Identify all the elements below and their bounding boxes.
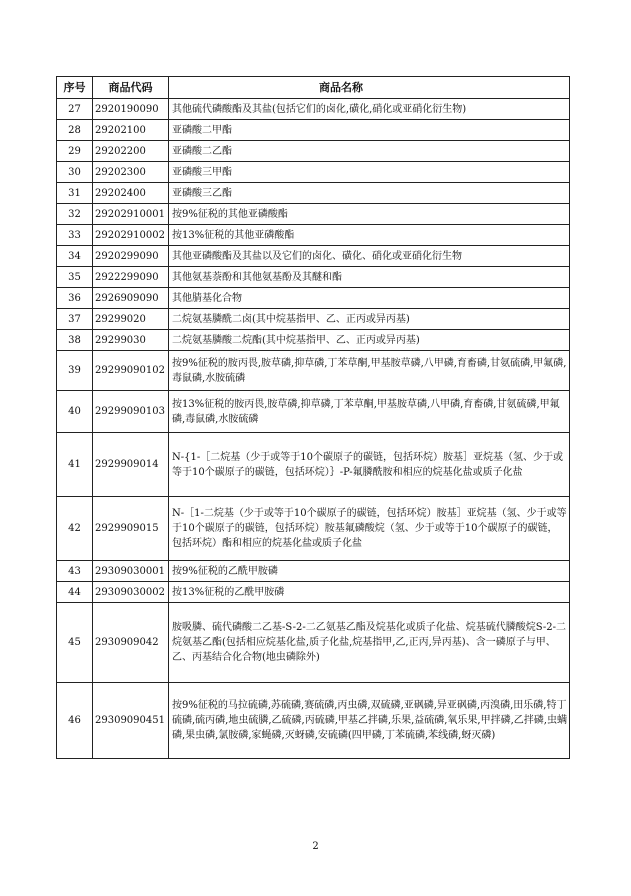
table-row <box>57 120 570 141</box>
cell-code: 29202200 <box>93 141 169 162</box>
cell-name: 亚磷酸二甲酯 <box>169 120 570 141</box>
cell-seq: 34 <box>57 246 93 267</box>
cell-name: 亚磷酸三甲酯 <box>169 162 570 183</box>
cell-code: 29309030001 <box>93 561 169 582</box>
cell-code: 2929909014 <box>93 433 169 497</box>
cell-name: 按13%征税的胺丙畏,胺草磷,抑草磷,丁苯草酮,甲基胺草磷,八甲磷,育畜磷,甘氨硫磷,甲氟磷,毒鼠磷,水胺硫磷 <box>169 391 570 433</box>
table-row <box>57 288 570 309</box>
table-row <box>57 309 570 330</box>
table-row <box>57 162 570 183</box>
cell-code: 29309090451 <box>93 683 169 759</box>
table-row <box>57 683 570 759</box>
cell-code: 29202910001 <box>93 204 169 225</box>
cell-seq: 45 <box>57 603 93 683</box>
cell-seq: 44 <box>57 582 93 603</box>
cell-code: 29202910002 <box>93 225 169 246</box>
cell-seq: 37 <box>57 309 93 330</box>
cell-code: 29299090102 <box>93 351 169 391</box>
cell-code: 29202100 <box>93 120 169 141</box>
table-row <box>57 497 570 561</box>
cell-seq: 40 <box>57 391 93 433</box>
table-row <box>57 246 570 267</box>
cell-name: 按9%征税的乙酰甲胺磷 <box>169 561 570 582</box>
table-row <box>57 99 570 120</box>
goods-table <box>56 76 570 759</box>
table-row <box>57 204 570 225</box>
table-row <box>57 183 570 204</box>
cell-code: 29299020 <box>93 309 169 330</box>
cell-name: 其他硫代磷酸酯及其盐(包括它们的卤化,磺化,硝化或亚硝化衍生物) <box>169 99 570 120</box>
cell-code: 29309030002 <box>93 582 169 603</box>
cell-seq: 31 <box>57 183 93 204</box>
header-name: 商品名称 <box>169 77 570 99</box>
table-row <box>57 225 570 246</box>
table-row <box>57 433 570 497</box>
cell-name: 其他亚磷酸酯及其盐以及它们的卤化、磺化、硝化或亚硝化衍生物 <box>169 246 570 267</box>
cell-name: 按13%征税的乙酰甲胺磷 <box>169 582 570 603</box>
cell-code: 29202300 <box>93 162 169 183</box>
cell-seq: 32 <box>57 204 93 225</box>
table-body <box>57 99 570 759</box>
cell-code: 2926909090 <box>93 288 169 309</box>
cell-seq: 42 <box>57 497 93 561</box>
cell-seq: 43 <box>57 561 93 582</box>
cell-name: 其他氨基萘酚和其他氨基酚及其醚和酯 <box>169 267 570 288</box>
cell-seq: 33 <box>57 225 93 246</box>
cell-seq: 41 <box>57 433 93 497</box>
cell-seq: 28 <box>57 120 93 141</box>
cell-name: 胺吸膦、硫代磷酸二乙基-S-2-二乙氨基乙酯及烷基化或质子化盐、烷基硫代膦酸烷S-2-二烷氨基乙酯(包括相应烷基化盐,质子化盐,烷基指甲,乙,正丙,异丙基)、含一磷原子与甲、乙、丙基结合化合物(地虫磷除外) <box>169 603 570 683</box>
cell-code: 29299030 <box>93 330 169 351</box>
header-code: 商品代码 <box>93 77 169 99</box>
cell-name: N-［1-二烷基（少于或等于10个碳原子的碳链，包括环烷）胺基］亚烷基（氢、少于或等于10个碳原子的碳链，包括环烷）胺基氟磷酸烷（氢、少于或等于10个碳原子的碳链，包括环烷）酯和相应的烷基化盐或质子化盐 <box>169 497 570 561</box>
cell-code: 2920299090 <box>93 246 169 267</box>
cell-seq: 38 <box>57 330 93 351</box>
cell-seq: 27 <box>57 99 93 120</box>
table-row <box>57 603 570 683</box>
table-row <box>57 141 570 162</box>
cell-code: 2920190090 <box>93 99 169 120</box>
cell-seq: 30 <box>57 162 93 183</box>
cell-code: 29202400 <box>93 183 169 204</box>
cell-seq: 36 <box>57 288 93 309</box>
cell-seq: 29 <box>57 141 93 162</box>
table-header-row <box>57 77 570 99</box>
cell-name: 其他腈基化合物 <box>169 288 570 309</box>
cell-name: 亚磷酸三乙酯 <box>169 183 570 204</box>
cell-name: 二烷氨基膦酸二烷酯(其中烷基指甲、乙、正丙或异丙基) <box>169 330 570 351</box>
cell-code: 2922299090 <box>93 267 169 288</box>
cell-name: 按13%征税的其他亚磷酸酯 <box>169 225 570 246</box>
cell-code: 29299090103 <box>93 391 169 433</box>
table-row <box>57 267 570 288</box>
cell-seq: 39 <box>57 351 93 391</box>
table-row <box>57 391 570 433</box>
cell-code: 2929909015 <box>93 497 169 561</box>
cell-name: 按9%征税的其他亚磷酸酯 <box>169 204 570 225</box>
cell-code: 2930909042 <box>93 603 169 683</box>
cell-seq: 46 <box>57 683 93 759</box>
table-row <box>57 351 570 391</box>
cell-name: 亚磷酸二乙酯 <box>169 141 570 162</box>
cell-seq: 35 <box>57 267 93 288</box>
page-number: 2 <box>312 841 319 852</box>
cell-name: 按9%征税的马拉硫磷,苏硫磷,赛硫磷,丙虫磷,双硫磷,亚砜磷,异亚砜磷,丙溴磷,田乐磷,特丁硫磷,硫丙磷,地虫硫膦,乙硫磷,丙硫磷,甲基乙拌磷,乐果,益硫磷,氧乐果,甲拌磷,乙拌磷,虫螨磷,果虫磷,氯胺磷,家蝇磷,灭蚜磷,安硫磷(四甲磷,丁苯硫磷,苯线磷,蚜灭磷) <box>169 683 570 759</box>
cell-name: 二烷氨基膦酰二卤(其中烷基指甲、乙、正丙或异丙基) <box>169 309 570 330</box>
table-row <box>57 582 570 603</box>
header-seq: 序号 <box>57 77 93 99</box>
table-row <box>57 561 570 582</box>
cell-name: 按9%征税的胺丙畏,胺草磷,抑草磷,丁苯草酮,甲基胺草磷,八甲磷,育畜磷,甘氨硫磷,甲氟磷,毒鼠磷,水胺硫磷 <box>169 351 570 391</box>
cell-name: N-{1-［二烷基（少于或等于10个碳原子的碳链，包括环烷）胺基］亚烷基（氢、少于或等于10个碳原子的碳链，包括环烷）｝-P-氟膦酰胺和相应的烷基化盐或质子化盐 <box>169 433 570 497</box>
table-row <box>57 330 570 351</box>
